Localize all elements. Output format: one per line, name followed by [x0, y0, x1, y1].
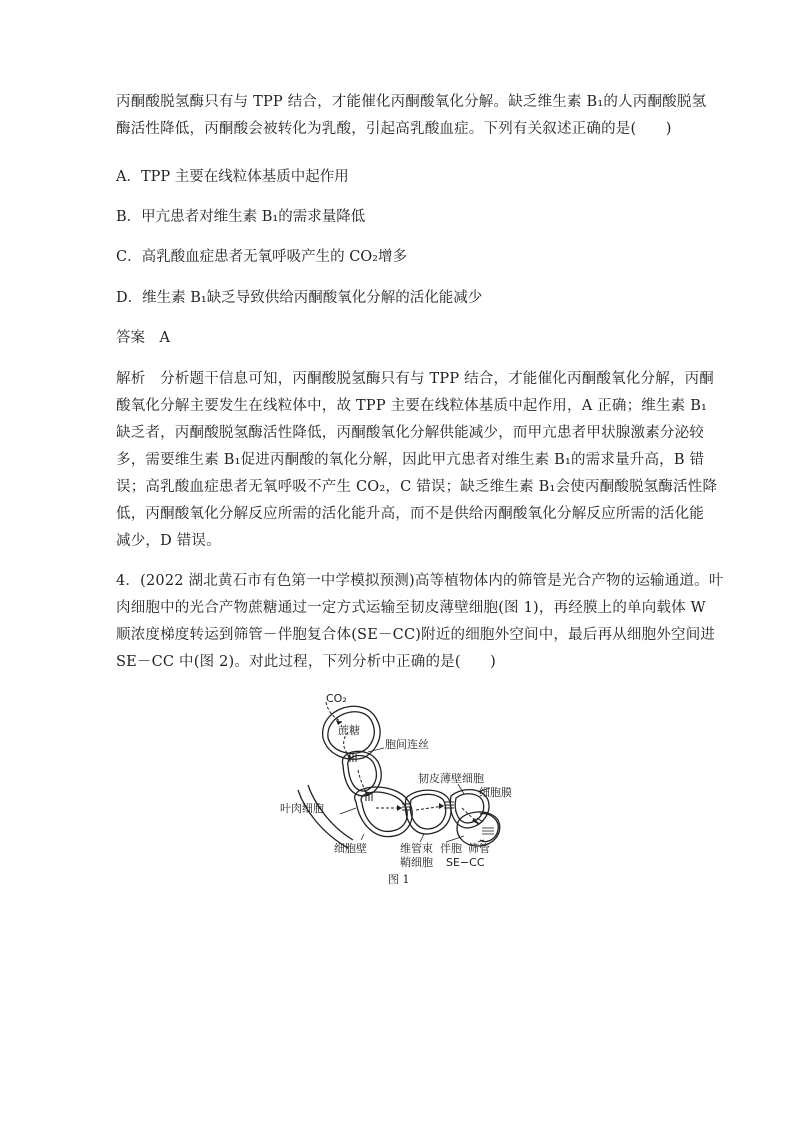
figure-1-cell-diagram — [268, 690, 528, 890]
analysis-line: 低，丙酮酸氧化分解反应所需的活化能升高，而不是供给丙酮酸氧化分解反应所需的活化能 — [116, 506, 704, 522]
mesophyll-cell-lower — [355, 787, 413, 837]
analysis-line: 误；高乳酸血症患者无氧呼吸不产生 CO₂，C 错误；缺乏维生素 B₁会使丙酮酸脱氢酶活性降 — [116, 479, 718, 495]
cell-membrane-label: 细胞膜 — [479, 786, 512, 799]
bundle-sheath-label-2: 鞘细胞 — [400, 856, 433, 869]
answer-line: 答案 A — [116, 330, 170, 346]
option-a: A．TPP 主要在线粒体基质中起作用 — [116, 169, 349, 185]
analysis-line: 缺乏者，丙酮酸脱氢酶活性降低，丙酮酸氧化分解供能减少，而甲亢患者甲状腺激素分泌较 — [116, 425, 704, 441]
analysis-line: 多，需要维生素 B₁促进丙酮酸的氧化分解，因此甲亢患者对维生素 B₁的需求量升高，B 错 — [116, 452, 705, 468]
companion-cell-label: 伴胞 — [440, 842, 462, 855]
question3-stem-line: 丙酮酸脱氢酶只有与 TPP 结合，才能催化丙酮酸氧化分解。缺乏维生素 B₁的人丙酮酸脱氢 — [116, 94, 707, 110]
option-b: B．甲亢患者对维生素 B₁的需求量降低 — [116, 209, 366, 225]
option-d: D．维生素 B₁缺乏导致供给丙酮酸氧化分解的活化能减少 — [116, 290, 483, 306]
se-cc-label: SE−CC — [446, 856, 485, 869]
question4-stem-line: SE－CC 中(图 2)。对此过程，下列分析中正确的是( ) — [116, 654, 496, 670]
bundle-sheath-label-1: 维管束 — [400, 842, 433, 855]
question4-stem — [116, 568, 724, 676]
question4-stem-line: 肉细胞中的光合产物蔗糖通过一定方式运输至韧皮薄壁细胞(图 1)，再经膜上的单向载体 W — [116, 600, 706, 616]
sieve-plate — [482, 828, 494, 834]
option-c: C．高乳酸血症患者无氧呼吸产生的 CO₂增多 — [116, 249, 407, 265]
cell-wall-label: 细胞壁 — [334, 842, 367, 855]
co2-label: CO₂ — [326, 692, 347, 705]
phloem-parenchyma-label: 韧皮薄壁细胞 — [418, 772, 484, 785]
analysis-line: 解析 分析题干信息可知，丙酮酸脱氢酶只有与 TPP 结合，才能催化丙酮酸氧化分解，丙酮 — [116, 371, 714, 387]
mesophyll-label: 叶肉细胞 — [280, 802, 324, 815]
question4-stem-line: 顺浓度梯度转运到筛管－伴胞复合体(SE－CC)附近的细胞外空间中，最后再从细胞外空间进 — [116, 627, 716, 643]
question4-stem-line: 4．(2022 湖北黄石市有色第一中学模拟预测)高等植物体内的筛管是光合产物的运输通道。叶 — [116, 573, 724, 589]
question3-stem — [116, 89, 707, 143]
mesophyll-cell-middle-inner — [348, 756, 377, 791]
bundle-sheath-cell-inner — [410, 794, 445, 829]
analysis-line: 减少，D 错误。 — [116, 533, 221, 549]
sucrose-label: 蔗糖 — [338, 724, 360, 737]
analysis-line: 酸氧化分解主要发生在线粒体中，故 TPP 主要在线粒体基质中起作用，A 正确；维生素 B₁ — [116, 398, 708, 414]
question3-stem-line: 酶活性降低，丙酮酸会被转化为乳酸，引起高乳酸血症。下列有关叙述正确的是( ) — [116, 121, 672, 137]
analysis-paragraph — [116, 366, 718, 555]
figure-caption: 图 1 — [388, 873, 410, 886]
sieve-tube-label: 筛管 — [468, 842, 490, 855]
plasmodesmata-label: 胞间连丝 — [385, 738, 429, 751]
leaf-outline-outer — [298, 790, 348, 848]
mesophyll-cell-lower-inner — [361, 792, 407, 831]
